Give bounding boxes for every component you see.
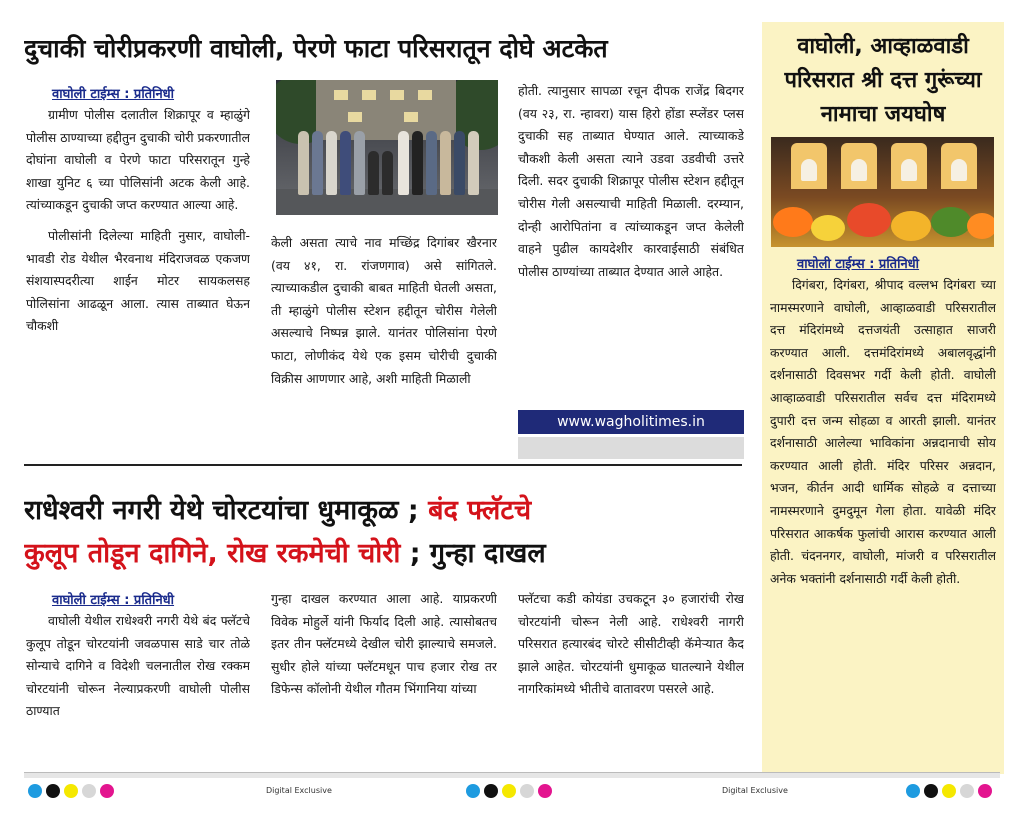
footer-bar <box>24 772 1000 778</box>
website-banner: www.wagholitimes.in <box>518 410 744 434</box>
registration-dot-grey <box>960 784 974 798</box>
registration-dot-grey <box>82 784 96 798</box>
story2-headline-part1: राधेश्वरी नगरी येथे चोरटयांचा धुमाकूळ ; <box>24 495 419 526</box>
story1-col1-paragraph-1: ग्रामीण पोलीस दलातील शिक्रापूर व म्हाळुंगे पोलीस ठाण्याच्या हद्दीतुन दुचाकी चोरी प्रकरणातील दोघांना वाघोली व पेरणे फाटा परिसरातून गुन्हे शाखा युनिट ६ च्या पोलिसांनी अटक केली आहे. त्यांच्याकडून दुचाकी जप्त करण्यात आल्या आहे. <box>26 107 250 213</box>
story1-headline: दुचाकी चोरीप्रकरणी वाघोली, पेरणे फाटा परिसरातून दोघे अटकेत <box>24 34 608 63</box>
registration-dot-magenta <box>100 784 114 798</box>
registration-dot-cyan <box>906 784 920 798</box>
story1-col1-paragraph-2: पोलीसांनी दिलेल्या माहिती नुसार, वाघोली-भावडी रोड येथील भैरवनाथ मंदिराजवळ एकजण संशयास्पदरीत्या शाईन मोटर सायकलसह पोलिसांना आढळून आला. त्यास ताब्यात घेऊन चौकशी <box>26 227 250 334</box>
story2-column-3: फ्लॅटचा कडी कोयंडा उचकटून ३० हजारांची रोख चोरटयांनी चोरून नेली आहे. राधेश्वरी नागरी परिसरात हत्यारबंद चोरटे सीसीटीव्ही कॅमेऱ्यात कैद झाले आहेत. चोरटयांनी धुमाकूळ घातल्याने येथील नागरिकांमध्ये भीतीचे वातावरण पसरले आहे. <box>518 591 744 697</box>
story1-column-1 <box>26 104 250 460</box>
story1-byline: वाघोली टाईम्स : प्रतिनिधी <box>52 87 175 102</box>
sidebar-headline-line2: परिसरात श्री दत्त गुरूंच्या <box>784 68 982 93</box>
story2-headline-line1 <box>24 493 744 529</box>
sidebar-headline <box>762 30 1004 132</box>
sidebar-headline-line3: नामाचा जयघोष <box>820 102 946 127</box>
story2-headline-part4: ; गुन्हा दाखल <box>409 538 546 569</box>
story1-column-2: केली असता त्याचे नाव मच्छिंद्र दिगांबर खैरनार (वय ४१, रा. रांजणगाव) असे सांगितले. त्याच्याकडील दुचाकी बाबत माहिती घेतली असता, ती म्हाळुंगे पोलीस स्टेशन हद्दीतून चोरीस गेलेली असल्याचे निष्पन्न झाले. यानंतर पोलिसांना पेरणे फाटा, लोणीकंद येथे एक इसम चोरीची दुचाकी विक्रीस आणणार आहे, अशी माहिती मिळाली <box>271 235 497 386</box>
story2-byline: वाघोली टाईम्स : प्रतिनिधी <box>52 593 175 608</box>
sidebar-body: दिगंबरा, दिगंबरा, श्रीपाद वल्लभ दिगंबरा च्या नामस्मरणाने वाघोली, आव्हाळवाडी परिसरातील दत्त मंदिरांमध्ये दत्तजयंती उत्साहात साजरी करण्यात आली. दत्तमंदिरांमध्ये अबालवृद्धांनी दर्शनासाठी दिवसभर गर्दी केली होती. वाघोली आव्हाळवाडी परिसरातील सर्वच दत्त मंदिरामध्ये दुपारी दत्त जन्म सोहळा व आरती झाली. यानंतर दर्शनासाठी आलेल्या भाविकांना अन्नदानाची सोय करण्यात आली होती. मंदिर परिसर अन्नदान, भजन, कीर्तन आदी धार्मिक सोहळे व दत्ताच्या नामस्मरणाने दुमदुमून गेला होता. यावेळी मंदिर परिसरात आकर्षक फुलांची आरास करण्यात आली होती. चंदननगर, वाघोली, मांजरी व परिसरातील अनेक भक्तांनी दर्शनासाठी गर्दी केली होती. <box>770 277 996 586</box>
registration-dot-magenta <box>538 784 552 798</box>
registration-dot-black <box>924 784 938 798</box>
registration-dot-black <box>484 784 498 798</box>
story1-column-3: होती. त्यानुसार सापळा रचून दीपक राजेंद्र बिदगर (वय २३, रा. न्हावरा) यास हिरो होंडा स्प्लेंडर प्लस दुचाकी सह ताब्यात घेण्यात आले. त्याच्याकडे चौकशी केली असता त्याने उडवा उडवीची उत्तरे दिली. सदर दुचाकी शिक्रापूर पोलीस स्टेशन हद्दीतून चोरीस गेली असल्याची माहिती मिळाली. दरम्यान, दोन्ही आरोपितांना व त्यांच्याकडून जप्त केलेली वाहने पुढील कायदेशीर कारवाईसाठी संबंधित पोलीस ठाण्यांच्या ताब्यात देण्यात आले आहेत. <box>518 83 744 279</box>
story2-column-2: गुन्हा दाखल करण्यात आला आहे. याप्रकरणी विवेक मोहुर्ले यांनी फिर्याद दिली आहे. त्यासोबतच इतर तीन फ्लॅटमध्ये देखील चोरी झाल्याचे समजले. सुधीर होले यांच्या फ्लॅटमधून पाच हजार रोख तर डिफेन्स कॉलोनी येथील गौतम भिंगानिया यांच्या <box>271 591 497 697</box>
story2-column-1: वाघोली येथील राधेश्वरी नगरी येथे बंद फ्लॅटचे कुलूप तोडून चोरटयांनी जवळपास साडे चार तोळे सोन्याचे दागिने व विदेशी चलनातील रोख रक्कम चोरटयांनी चोरून नेल्याप्रकरणी वाघोली पोलीस ठाण्यात <box>26 613 250 719</box>
registration-dot-cyan <box>466 784 480 798</box>
story2-headline-part3: कुलूप तोडून दागिने, रोख रकमेची चोरी <box>24 538 401 569</box>
grey-strip <box>518 437 744 459</box>
sidebar-headline-line1: वाघोली, आव्हाळवाडी <box>797 34 969 59</box>
footer-label-2: Digital Exclusive <box>722 786 788 795</box>
registration-dot-yellow <box>942 784 956 798</box>
registration-dot-yellow <box>64 784 78 798</box>
story2-headline-part2: बंद फ्लॅटचे <box>428 495 532 526</box>
sidebar-photo-datta-temple <box>771 137 994 247</box>
registration-dot-yellow <box>502 784 516 798</box>
story1-photo-police-arrest <box>276 80 498 215</box>
sidebar-byline: वाघोली टाईम्स : प्रतिनिधी <box>797 257 920 272</box>
registration-dot-magenta <box>978 784 992 798</box>
footer-label-1: Digital Exclusive <box>266 786 332 795</box>
registration-dot-grey <box>520 784 534 798</box>
registration-dot-black <box>46 784 60 798</box>
section-divider <box>24 464 742 466</box>
registration-dot-cyan <box>28 784 42 798</box>
story2-headline-line2 <box>24 536 744 572</box>
